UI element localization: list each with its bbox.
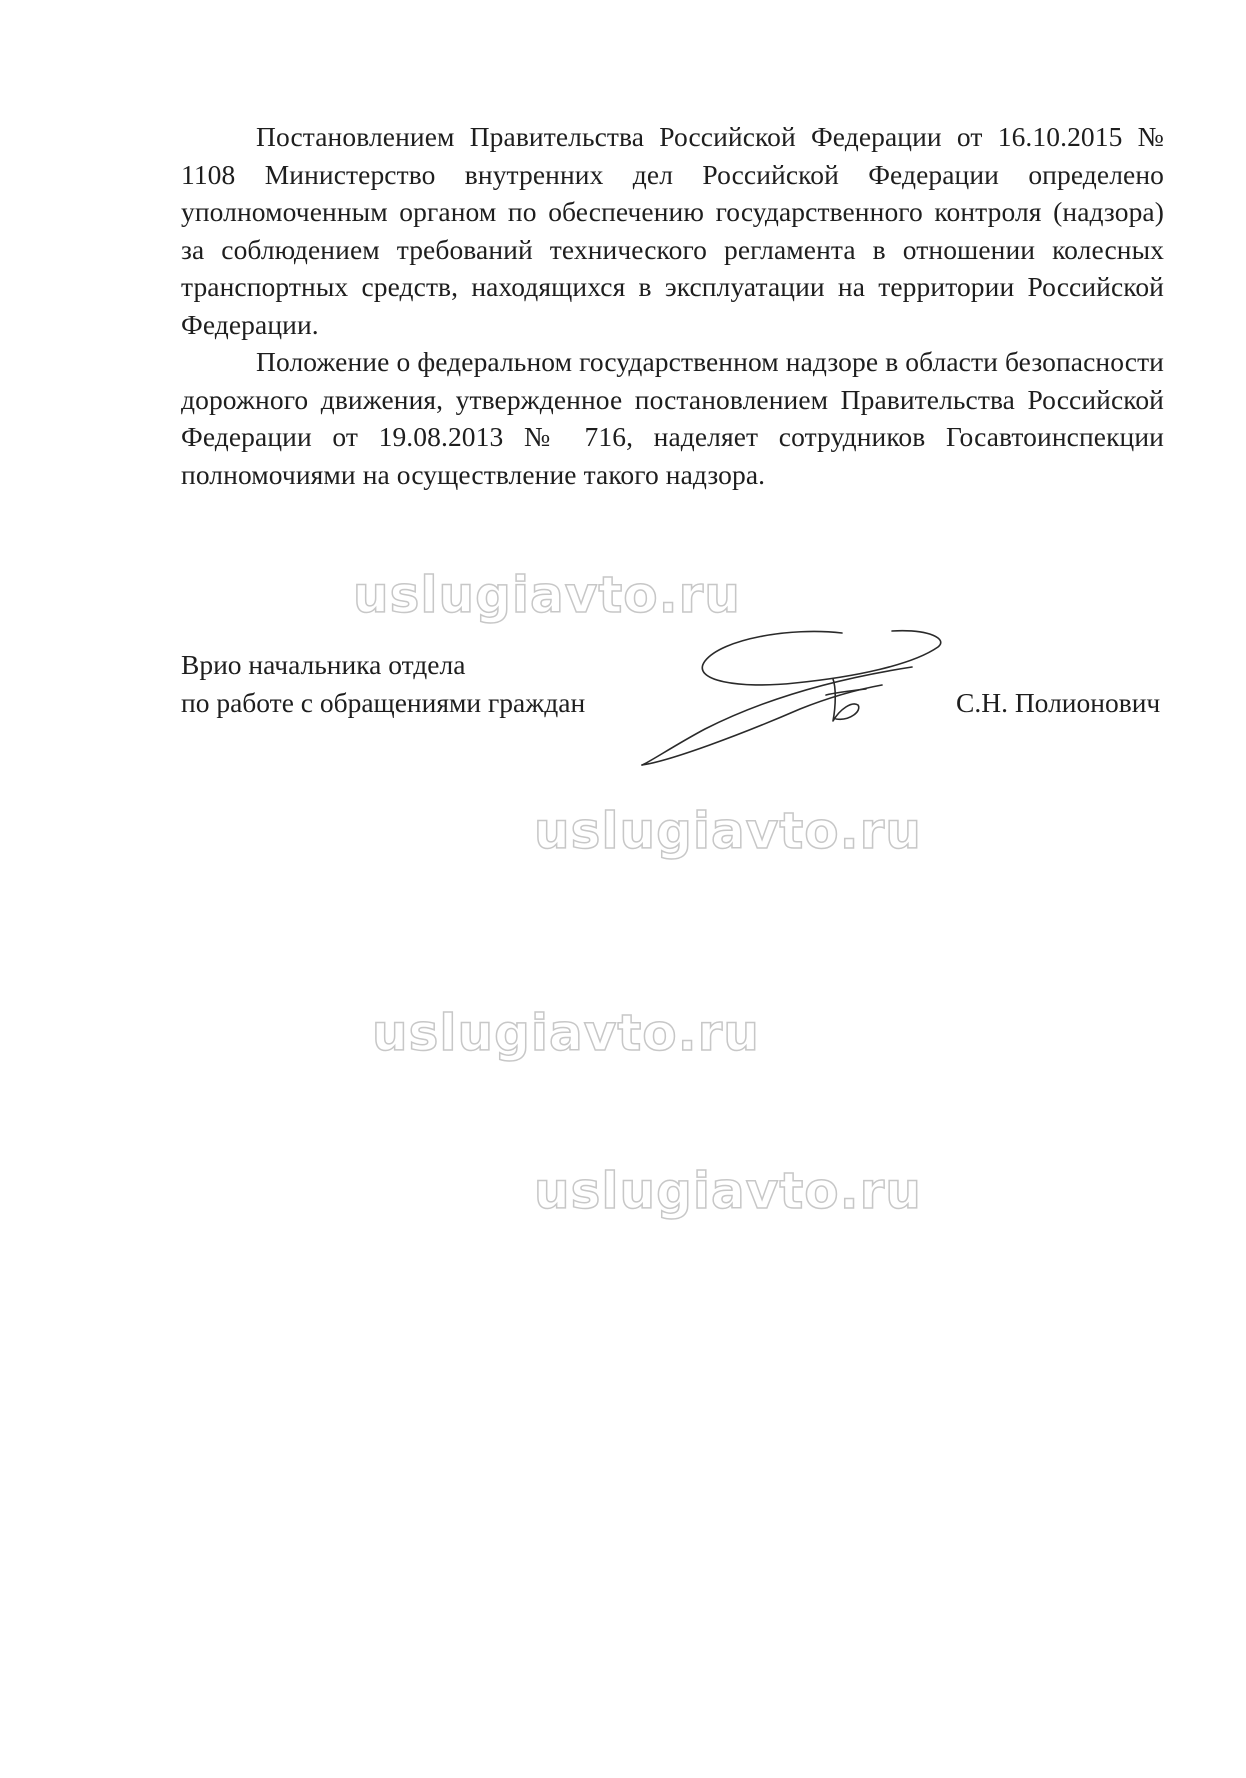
watermark-text: uslugiavto.ru: [353, 566, 741, 624]
signature-letter: [833, 679, 859, 721]
watermark-text: uslugiavto.ru: [372, 1004, 760, 1062]
document-body: [181, 118, 1164, 493]
signatory-position: [181, 646, 585, 722]
signer-name: С.Н. Полионович: [956, 687, 1161, 718]
paragraph-2: Положение о федеральном государственном надзоре в области безопасности дорожного движения, утвержденное постановлением Правительства Российской Федерации от 19.08.2013 № 716, наделяет сотрудников Госавтоинспекции полномочиями на осуществление такого надзора.: [181, 346, 1164, 490]
signature-stroke-lower: [642, 685, 882, 765]
watermark-text: uslugiavto.ru: [534, 802, 922, 860]
position-line-1: Врио начальника отдела: [181, 649, 466, 680]
handwritten-signature: [630, 625, 960, 775]
signature-loop: [702, 631, 940, 685]
signature-stroke-upper: [642, 667, 912, 765]
paragraph-1: Постановлением Правительства Российской Федерации от 16.10.2015 № 1108 Министерство внутренних дел Российской Федерации определено уполномоченным органом по обеспечению государственного контроля (надзора) за соблюдением требований технического регламента в отношении колесных транспортных средств, находящихся в эксплуатации на территории Российской Федерации.: [181, 121, 1164, 340]
position-line-2: по работе с обращениями граждан: [181, 687, 586, 718]
watermark-text: uslugiavto.ru: [534, 1162, 922, 1220]
